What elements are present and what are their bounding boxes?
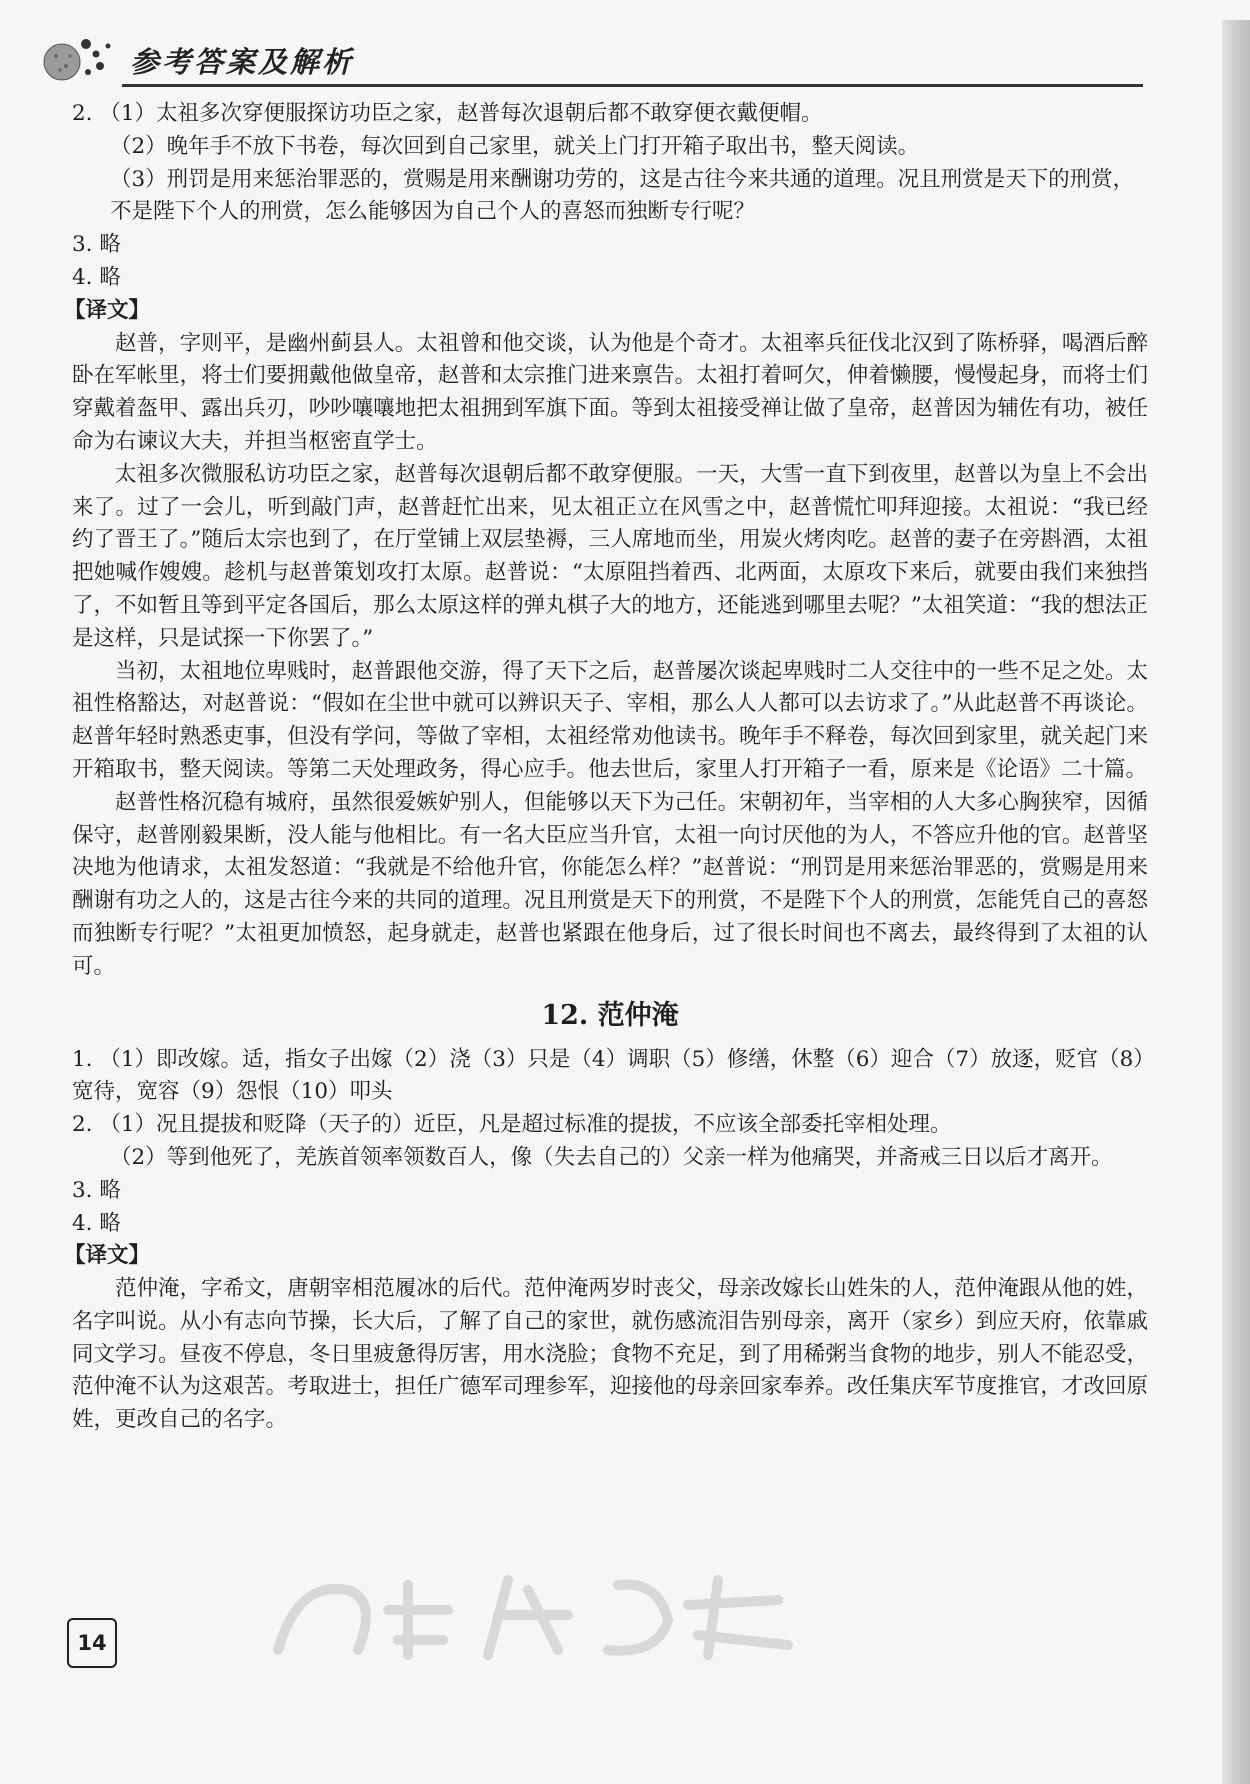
- answer-item: 3. 略: [72, 232, 121, 258]
- watermark-logo-icon: [258, 1560, 818, 1670]
- translation-paragraph: 太祖多次微服私访功臣之家，赵普每次退朝后都不敢穿便服。一天，大雪一直下到夜里，赵普以为皇上不会出来了。过了一会儿，听到敲门声，赵普赶忙出来，见太祖正立在风雪之中，赵普慌忙叩拜迎接。太祖说：“我已经约了晋王了。”随后太宗也到了，在厅堂铺上双层垫褥，三人席地而坐，用炭火烤肉吃。赵普的妻子在旁斟酒，太祖把她喊作嫂嫂。趁机与赵普策划攻打太原。赵普说：“太原阻挡着西、北两面，太原攻下来后，就要由我们来独挡了，不如暂且等到平定各国后，那么太原这样的弹丸棋子大的地方，还能逃到哪里去呢？”太祖笑道：“我的想法正是这样，只是试探一下你罢了。”: [72, 461, 1148, 651]
- header-title: 参考答案及解析: [130, 45, 355, 79]
- answer-item: 2. （1）况且提拔和贬降（天子的）近臣，凡是超过标准的提拔，不应该全部委托宰相处理。: [72, 1112, 952, 1138]
- answer-item: （3）刑罚是用来惩治罪恶的，赏赐是用来酬谢功劳的，这是古往今来共通的道理。况且刑赏是天下的刑赏，不是陛下个人的刑赏，怎么能够因为自己个人的喜怒而独断专行呢？: [110, 166, 1135, 225]
- answer-item: 2. （1）太祖多次穿便服探访功臣之家，赵普每次退朝后都不敢穿便衣戴便帽。: [72, 101, 823, 126]
- translation-paragraph: 赵普性格沉稳有城府，虽然很爱嫉妒别人，但能够以天下为己任。宋朝初年，当宰相的人大多心胸狭窄，因循保守，赵普刚毅果断，没人能与他相比。有一名大臣应当升官，太祖一向讨厌他的为人，不答应升他的官。赵普坚决地为他请求，太祖发怒道：“我就是不给他升官，你能怎么样？”赵普说：“刑罚是用来惩治罪恶的，赏赐是用来酬谢有功之人的，这是古往今来的共同的道理。况且刑赏是天下的刑赏，不是陛下个人的刑赏，怎能凭自己的喜怒而独断专行呢？”太祖更加愤怒，起身就走，赵普也紧跟在他身后，过了很长时间也不离去，最终得到了太祖的认可。: [72, 789, 1148, 979]
- page-content: [64, 98, 1148, 1437]
- translation-paragraph: 当初，太祖地位卑贱时，赵普跟他交游，得了天下之后，赵普屡次谈起卑贱时二人交往中的一些不足之处。太祖性格豁达，对赵普说：“假如在尘世中就可以辨识天子、宰相，那么人人都可以去访求了。”从此赵普不再谈论。赵普年轻时熟悉吏事，但没有学问，等做了宰相，太祖经常劝他读书。晚年手不释卷，每次回到家里，就关起门来开箱取书，整天阅读。等第二天处理政务，得心应手。他去世后，家里人打开箱子一看，原来是《论语》二十篇。: [72, 658, 1148, 782]
- translation-paragraph: 赵普，字则平，是幽州蓟县人。太祖曾和他交谈，认为他是个奇才。太祖率兵征伐北汉到了陈桥驿，喝酒后醉卧在军帐里，将士们要拥戴他做皇帝，赵普和太宗推门进来禀告。太祖打着呵欠，伸着懒腰，慢慢起身，而将士们穿戴着盔甲、露出兵刃，吵吵嚷嚷地把太祖拥到军旗下面。等到太祖接受禅让做了皇帝，赵普因为辅佐有功，被任命为右谏议大夫，并担当枢密直学士。: [72, 330, 1148, 454]
- answer-item: 4. 略: [72, 264, 121, 290]
- header-rule: [122, 84, 1143, 87]
- translation-label: 【译文】: [64, 1243, 151, 1269]
- dots-logo-icon: [38, 32, 118, 84]
- answer-item: 4. 略: [72, 1210, 121, 1236]
- translation-paragraph: 范仲淹，字希文，唐朝宰相范履冰的后代。范仲淹两岁时丧父，母亲改嫁长山姓朱的人，范仲淹跟从他的姓，名字叫说。从小有志向节操，长大后，了解了自己的家世，就伤感流泪告别母亲，离开（家乡）到应天府，依靠戚同文学习。昼夜不停息，冬日里疲惫得厉害，用水浇脸；食物不充足，到了用稀粥当食物的地步，别人不能忍受，范仲淹不认为这艰苦。考取进士，担任广德军司理参军，迎接他的母亲回家奉养。改任集庆军节度推官，才改回原姓，更改自己的名字。: [72, 1276, 1148, 1433]
- answer-item: （2）等到他死了，羌族首领率领数百人，像（失去自己的）父亲一样为他痛哭，并斋戒三日以后才离开。: [110, 1144, 1113, 1170]
- answer-item: 1. （1）即改嫁。适，指女子出嫁（2）浇（3）只是（4）调职（5）修缮，休整（6）迎合（7）放逐，贬官（8）宽待，宽容（9）怨恨（10）叩头: [72, 1046, 1145, 1105]
- page-number: 14: [67, 1618, 117, 1668]
- translation-label: 【译文】: [64, 297, 151, 323]
- page-edge-shadow: [1222, 20, 1250, 1784]
- section-title: 12. 范仲淹: [541, 999, 679, 1031]
- answer-item: （2）晚年手不放下书卷，每次回到自己家里，就关上门打开箱子取出书，整天阅读。: [110, 133, 920, 159]
- page-header: [38, 28, 1143, 88]
- answer-item: 3. 略: [72, 1177, 121, 1203]
